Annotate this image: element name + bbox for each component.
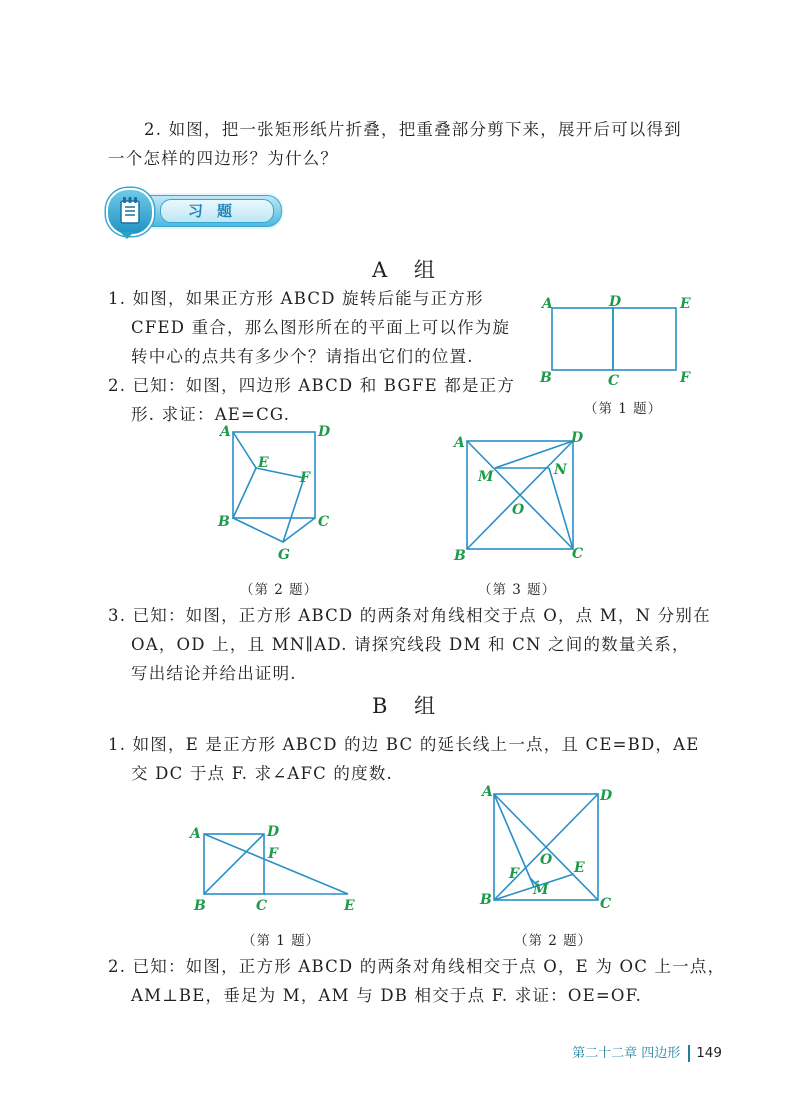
fig2-label-e: E <box>258 455 269 471</box>
group-a-fig3-caption: （第 3 题） <box>478 582 557 598</box>
fig1-label-c: C <box>608 373 620 389</box>
figb1-label-a: A <box>190 826 201 842</box>
fig2-label-c: C <box>318 514 330 530</box>
group-a-title: A 组 <box>372 258 445 282</box>
group-a-q3-line-2: OA，OD 上，且 MN∥AD. 请探究线段 DM 和 CN 之间的数量关系， <box>131 635 690 654</box>
group-b-fig2-caption: （第 2 题） <box>514 933 593 949</box>
group-b-fig1-caption: （第 1 题） <box>242 933 321 949</box>
figb1-label-e: E <box>344 898 355 914</box>
figb2-label-a: A <box>482 784 493 800</box>
group-a-figure-3 <box>450 428 590 568</box>
group-b-figure-1 <box>186 820 366 915</box>
group-b-q1-line-2: 交 DC 于点 F. 求∠AFC 的度数. <box>131 764 393 783</box>
group-a-q3-line-1: 3. 已知：如图，正方形 ABCD 的两条对角线相交于点 O，点 M，N 分别在 <box>108 606 711 625</box>
figb2-label-b: B <box>480 892 492 908</box>
fig3-label-n: N <box>554 462 567 478</box>
figb1-segment-ae <box>204 834 348 894</box>
fig3-label-d: D <box>571 430 584 446</box>
page-number: 149 <box>696 1045 722 1061</box>
figb1-label-c: C <box>256 898 268 914</box>
banner-arrow <box>120 232 134 239</box>
fig3-label-c: C <box>572 546 584 562</box>
group-a-q1-line-1: 1. 如图，如果正方形 ABCD 旋转后能与正方形 <box>108 289 484 308</box>
intro-line-1: 2. 如图，把一张矩形纸片折叠，把重叠部分剪下来，展开后可以得到 <box>144 120 682 139</box>
figb1-label-b: B <box>194 898 206 914</box>
figb1-diagonal-bd <box>204 834 264 894</box>
fig1-square-abcd <box>552 308 613 370</box>
group-a-q2 <box>108 371 515 429</box>
group-b-q2-line-2: AM⊥BE，垂足为 M，AM 与 DB 相交于点 F. 求证：OE=OF. <box>131 986 643 1005</box>
group-a-figure-2 <box>214 422 344 572</box>
footer-separator <box>688 1045 690 1062</box>
figb1-label-f: F <box>268 846 278 862</box>
fig1-label-e: E <box>680 296 691 312</box>
intro-question <box>108 115 708 173</box>
figb2-label-o: O <box>540 852 553 868</box>
fig2-square-bgfe <box>233 468 304 542</box>
fig3-label-a: A <box>454 435 465 451</box>
figb2-label-c: C <box>600 896 612 912</box>
group-a-q3-line-3: 写出结论并给出证明. <box>131 664 297 683</box>
fig2-segment-cg <box>283 518 315 542</box>
fig2-label-f: F <box>300 470 310 486</box>
fig1-square-cfed <box>613 308 676 370</box>
group-a-q2-line-1: 2. 已知：如图，四边形 ABCD 和 BGFE 都是正方 <box>108 376 516 395</box>
banner-badge <box>106 188 154 236</box>
figb2-label-d: D <box>600 788 613 804</box>
group-a-q2-line-2: 形. 求证：AE=CG. <box>131 405 291 424</box>
group-b-q1-line-1: 1. 如图，E 是正方形 ABCD 的边 BC 的延长线上一点，且 CE=BD，AE <box>108 735 700 754</box>
group-a-q1-line-3: 转中心的点共有多少个？请指出它们的位置. <box>131 347 474 366</box>
fig2-label-g: G <box>278 547 290 563</box>
group-a-q3 <box>108 601 711 688</box>
fig1-label-b: B <box>540 370 552 386</box>
intro-line-2: 一个怎样的四边形？为什么？ <box>108 149 339 168</box>
group-a-fig1-caption: （第 1 题） <box>584 401 663 417</box>
figb2-label-m: M <box>533 882 549 898</box>
group-b-title: B 组 <box>372 694 446 718</box>
fig2-segment-ae <box>233 432 256 468</box>
group-b-figure-2 <box>478 780 618 915</box>
group-a-q1 <box>108 284 510 371</box>
group-b-q2-line-1: 2. 已知：如图，正方形 ABCD 的两条对角线相交于点 O，E 为 OC 上一点， <box>108 957 726 976</box>
group-a-fig2-caption: （第 2 题） <box>240 582 319 598</box>
figb2-label-e: E <box>574 860 585 876</box>
fig2-label-a: A <box>220 424 231 440</box>
exercise-banner <box>104 186 282 236</box>
group-b-q2 <box>108 952 725 1010</box>
footer-chapter: 第二十二章 四边形 <box>572 1046 681 1061</box>
banner-label: 习题 <box>160 199 274 223</box>
figb2-label-f: F <box>509 866 519 882</box>
figb1-label-d: D <box>267 824 280 840</box>
fig2-label-b: B <box>218 514 230 530</box>
page-footer <box>572 1042 722 1062</box>
notebook-icon <box>108 190 152 234</box>
group-a-q1-line-2: CFED 重合，那么图形所在的平面上可以作为旋 <box>131 318 511 337</box>
fig2-label-d: D <box>318 424 331 440</box>
fig3-label-m: M <box>478 469 494 485</box>
fig3-label-b: B <box>454 548 466 564</box>
fig1-label-a: A <box>542 296 553 312</box>
fig3-label-o: O <box>512 502 525 518</box>
fig1-label-d: D <box>609 294 622 310</box>
fig1-label-f: F <box>680 370 690 386</box>
